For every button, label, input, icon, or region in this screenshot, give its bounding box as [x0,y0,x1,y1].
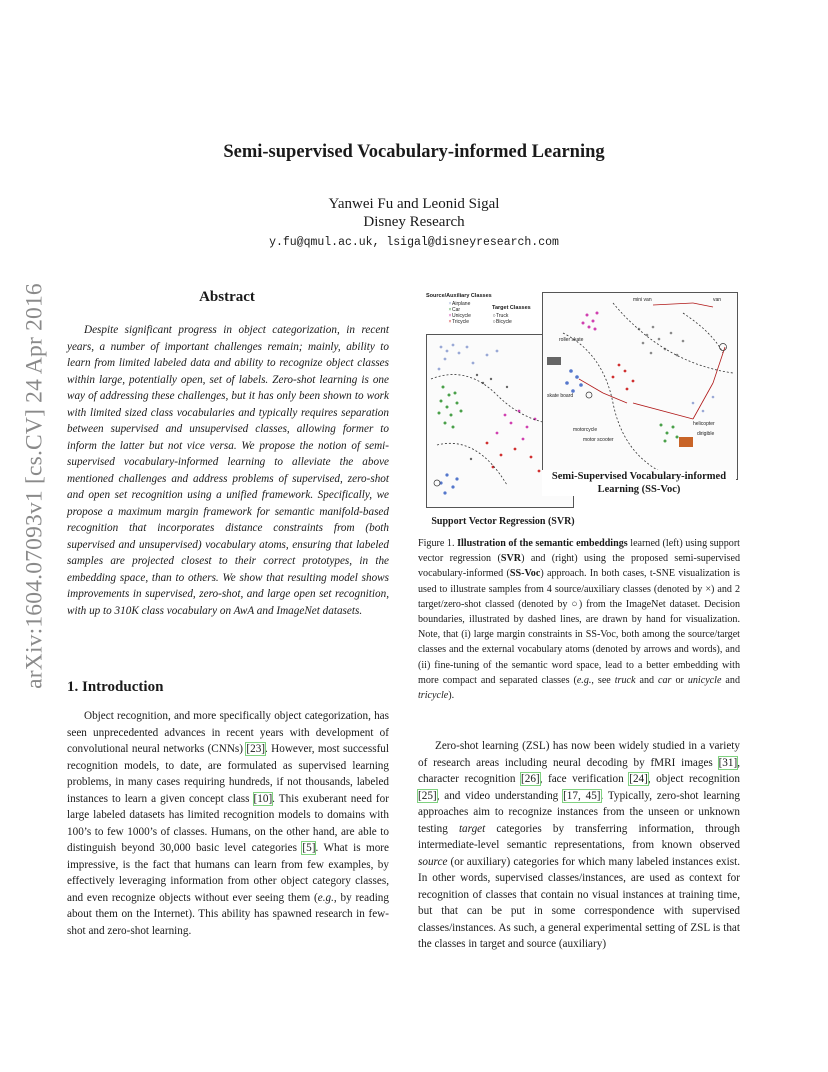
abstract-heading: Abstract [199,289,255,305]
vocab-word: skate board [547,393,574,399]
svr-panel-label: Support Vector Regression (SVR) [431,516,575,527]
ssvoc-scatter [543,293,737,479]
vocab-word: dirigible [697,431,715,437]
paper-affiliation: Disney Research [363,214,465,230]
figure-caption [418,536,740,703]
vocab-word: roller skate [559,337,584,343]
legend-item: ×Car [448,307,461,313]
intro-heading: 1. Introduction [67,679,164,695]
vocab-word: helicopter [693,421,715,427]
citation-link[interactable]: [5] [302,842,316,854]
figure-1 [418,288,740,526]
citation-link[interactable]: [10] [253,792,273,805]
citation-link[interactable]: [31] [718,756,738,769]
vocab-word: motorcycle [573,427,598,433]
citation-link[interactable]: [24] [629,773,648,785]
paper-authors: Yanwei Fu and Leonid Sigal [328,196,500,212]
abstract-paragraph: Despite significant progress in object categorization, in recent years, a number of important challenges remain; mainly, ability to learn from limited labeled data and ability to recognize object classes within large, potentially open, set of labels. Zero-shot learning is one way of addressing these challenges, but it has only been shown to work with limited sized class vocabularies and typically requires separation between supervised and unsupervised classes, allowing former to inform the latter but not vice versa. We propose the notion of semi-supervised vocabulary-informed learning to alleviate the above mentioned challenges and address problems of supervised, zero-shot and open set recognition using a unified framework. Specifically, we propose a maximum margin framework for semantic manifold-based recognition that incorporates distance constraints from (both supervised and unsupervised) vocabulary atoms, ensuring that labeled samples are projected closest to their correct prototypes, in the embedding space, than to others. We show that resulting model shows improvements in supervised, zero-shot, and large open set recognition, with up to 310K class vocabulary on AwA and ImageNet datasets. [67,324,389,617]
arxiv-stamp [21,283,48,689]
figure-legend [420,291,545,331]
arxiv-stamp-text: arXiv:1604.07093v1 [cs.CV] 24 Apr 2016 [21,283,48,689]
citation-link[interactable]: [26] [521,773,540,785]
legend-source-title: Source/Auxiliary Classes [426,293,492,299]
vocab-word: van [713,297,722,303]
ssvoc-panel-label: Semi-Supervised Vocabulary-informed Learning (SS-Voc) [542,470,736,496]
paper-emails: y.fu@qmul.ac.uk, lsigal@disneyresearch.com [269,236,559,249]
vocab-word: mini van [633,297,652,303]
abstract-text [67,322,389,619]
legend-item: ×Airplane [448,301,471,307]
legend-item: ×Unicycle [448,313,471,319]
citation-link[interactable]: [17, 45] [563,789,601,802]
intro-paragraph-1: Object recognition, and more specifically object categorization, has seen unprecedented advances in recent years with development of convolutional neural networks (CNNs) [23]. However, most successful recognition models, to date, are formulated as supervised learning problems, in many cases requiring hundreds, if not thousands, labeled instances to learn a given concept class [10]. This exuberant need for large labeled datasets has limited recognition models to domains with 100’s to few 1000’s of classes. Humans, on the other hand, are able to distinguish beyond 30,000 basic level categories [5]. What is more impressive, is the fact that humans can learn from few examples, by effectively leveraging information from other object category classes, and even recognize objects without ever seeing them (e.g., by reading about them on the Internet). This ability has spawned research in few-shot and zero-shot learning. [67,710,389,937]
intro-column [67,708,389,939]
right-column-text [418,738,740,953]
legend-item: ○Bicycle [492,319,512,325]
caption-text: Figure 1. Illustration of the semantic embeddings learned (left) using support vector regression (SVR) and (right) using the proposed semi-supervised vocabulary-informed (SS-Voc) approach. In both cases, t-SNE visualization is used to illustrate samples from 4 source/auxiliary classes (denoted by ×) and 2 target/zero-shot classed (denoted by ○) from the ImageNet dataset. Decision boundaries, illustrated by dashed lines, are drawn by hand for visualization. Note, that (i) large margin constraints in SS-Voc, both among the source/target classes and the external vocabulary atoms (denoted by arrows and words), and (ii) fine-tuning of the semantic word space, lead to a better embedding with more compact and separated classes (e.g., see truck and car or unicycle and tricycle). [418,538,740,702]
citation-link[interactable]: [25] [418,789,437,802]
citation-link[interactable]: [23] [246,743,266,755]
intro-paragraph-2: Zero-shot learning (ZSL) has now been widely studied in a variety of research areas including neural decoding by fMRI images [31], character recognition [26], face verification [24], object recognition [25], and video understanding [17, 45]. Typically, zero-shot learning approaches aim to recognize instances from the unseen or unknown testing target categories by transferring information, through intermediate-level semantic representations, from known observed source (or auxiliary) categories for which many labeled instances exist. In other words, supervised classes/instances, are used as context for recognition of classes that contain no visual instances at training time, but that can be put in some correspondence with supervised classes/instances. As such, a general experimental setting of ZSL is that the classes in target and source (auxiliary) [418,740,740,950]
ssvoc-embedding-panel [542,292,738,480]
legend-target-title: Target Classes [492,305,531,311]
legend-item: ×Tricycle [448,319,470,325]
legend-item: ○Truck [492,313,509,319]
paper-title: Semi-supervised Vocabulary-informed Learning [223,142,605,162]
vocab-word: motor scooter [583,437,614,443]
